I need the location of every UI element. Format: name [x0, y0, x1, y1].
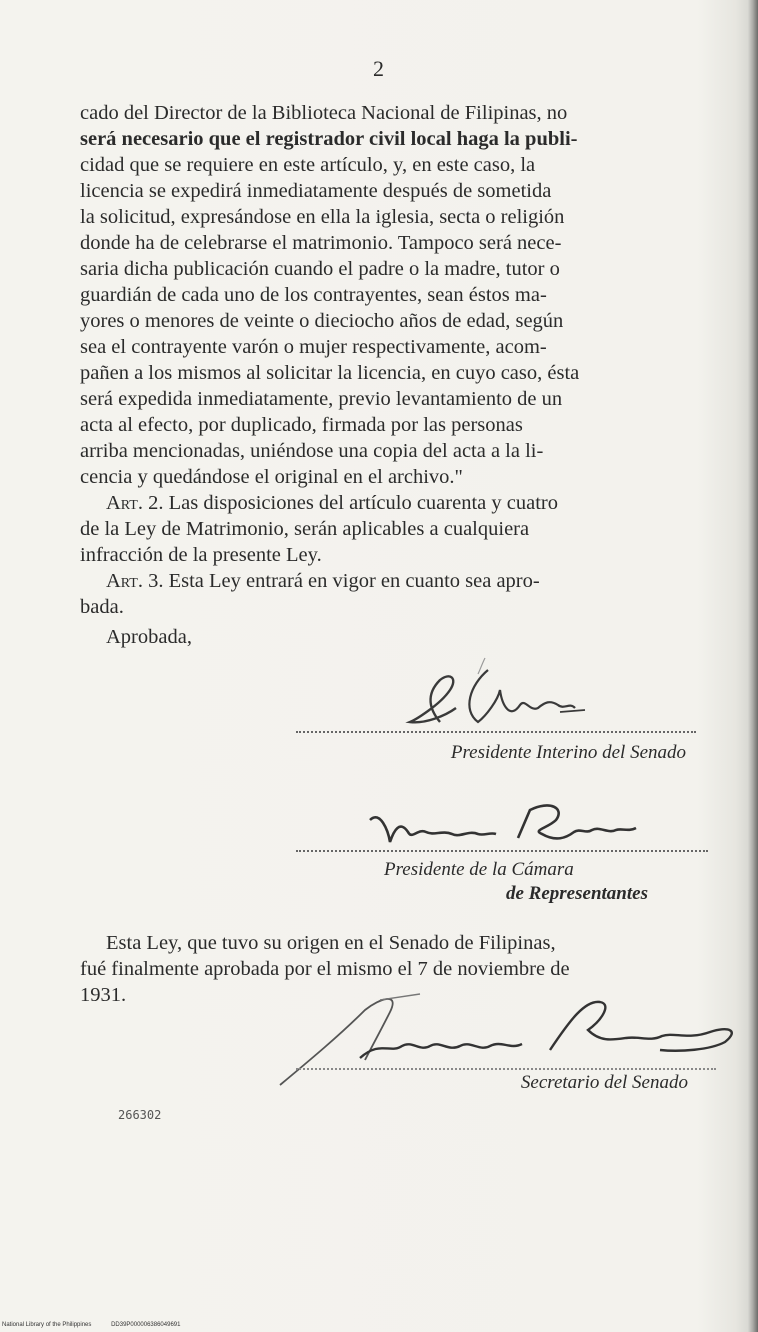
text-line: cidad que se requiere en este artículo, y, en este caso, la [80, 154, 536, 176]
article-label: Art. 3. [106, 570, 164, 592]
article-3 [80, 568, 700, 620]
paragraph-1 [80, 100, 700, 490]
house-president-title [300, 858, 670, 906]
print-code: 266302 [118, 1108, 162, 1122]
text-line: de la Ley de Matrimonio, serán aplicables a cualquiera [80, 518, 530, 540]
article-2 [80, 490, 700, 568]
text-line: será necesario que el registrador civil local haga la publi- [80, 128, 578, 150]
title-line: Presidente de la Cámara [384, 859, 574, 880]
article-label: Art. 2. [106, 492, 164, 514]
approved-label: Aprobada, [106, 626, 192, 648]
page-number: 2 [373, 56, 385, 81]
text-line: yores o menores de veinte o dieciocho años de edad, según [80, 310, 564, 332]
text-line: la solicitud, expresándose en ella la iglesia, secta o religión [80, 206, 565, 228]
page-edge [748, 0, 758, 1332]
footer-library: National Library of the Philippines [2, 1322, 92, 1328]
text-line: guardián de cada uno de los contrayentes, sean éstos ma- [80, 284, 547, 306]
text-line: saria dicha publicación cuando el padre o la madre, tutor o [80, 258, 560, 280]
title-line: de Representantes [506, 883, 648, 904]
signature-line [296, 731, 696, 733]
text-line: infracción de la presente Ley. [80, 544, 322, 566]
text-line: cado del Director de la Biblioteca Nacional de Filipinas, no [80, 102, 568, 124]
text-line: cencia y quedándose el original en el archivo." [80, 466, 463, 488]
text-line: 1931. [80, 984, 127, 1006]
text-line: Esta Ley, que tuvo su origen en el Senado de Filipinas, [106, 932, 556, 954]
senate-president-title: Presidente Interino del Senado [450, 742, 686, 763]
text-line: sea el contrayente varón o mujer respectivamente, acom- [80, 336, 547, 358]
signature-line [296, 850, 708, 852]
text-line: pañen a los mismos al solicitar la licencia, en cuyo caso, ésta [80, 362, 580, 384]
text-line: Las disposiciones del artículo cuarenta y cuatro [168, 492, 558, 514]
scan-footer [2, 1322, 198, 1328]
text-line: donde ha de celebrarse el matrimonio. Tampoco será nece- [80, 232, 562, 254]
text-line: bada. [80, 596, 124, 618]
text-line: arriba mencionadas, uniéndose una copia del acta a la li- [80, 440, 544, 462]
text-line: fué finalmente aprobada por el mismo el 7 de noviembre de [80, 958, 570, 980]
body-text [80, 100, 700, 650]
text-line: licencia se expedirá inmediatamente después de sometida [80, 180, 552, 202]
text-line: acta al efecto, por duplicado, firmada por las personas [80, 414, 523, 436]
text-line: será expedida inmediatamente, previo levantamiento de un [80, 388, 563, 410]
signature-line [296, 1068, 716, 1070]
text-line: Esta Ley entrará en vigor en cuanto sea apro- [168, 570, 540, 592]
secretary-title: Secretario del Senado [520, 1072, 688, 1093]
footer-identifier: DD39P000006386049691 [111, 1322, 181, 1328]
